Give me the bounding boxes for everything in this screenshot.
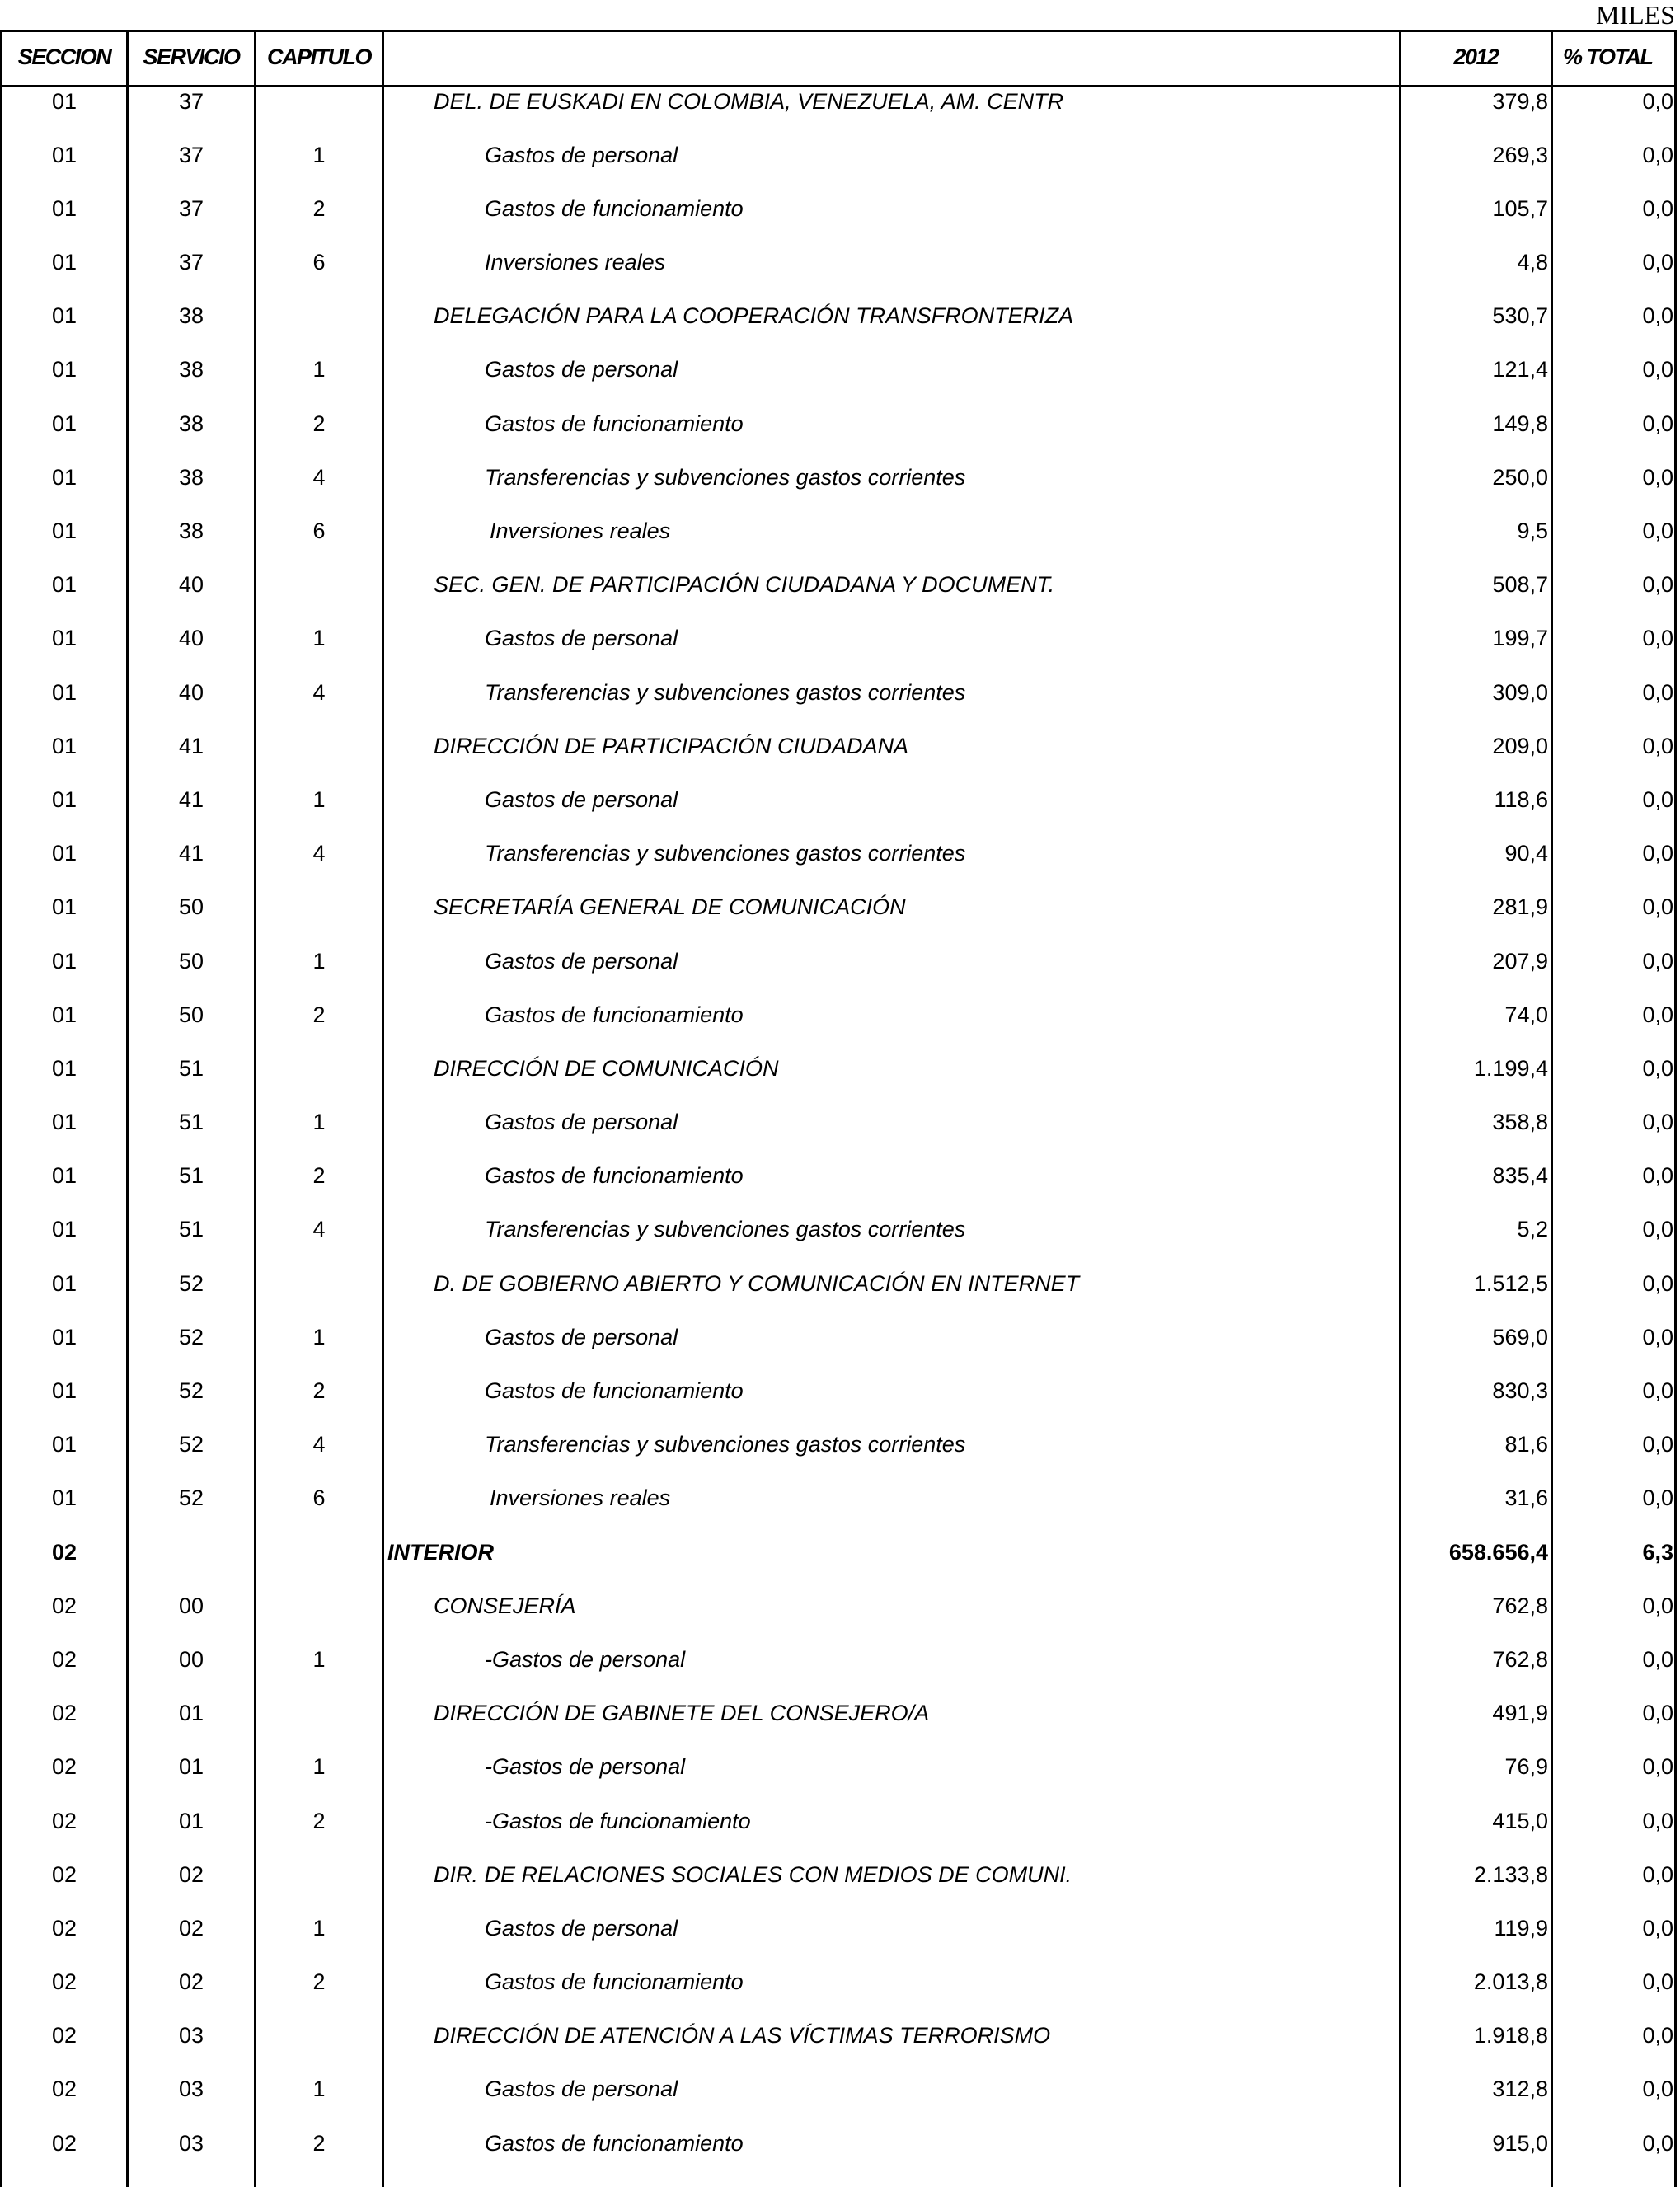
cell-capitulo: 2 bbox=[312, 1969, 326, 1995]
cell-descripcion: Gastos de personal bbox=[485, 786, 678, 812]
cell-value-2012: 31,6 bbox=[1504, 1485, 1548, 1511]
cell-pct-total: 0,0 bbox=[1642, 1378, 1673, 1403]
cell-pct-total: 0,0 bbox=[1642, 250, 1673, 275]
table-row bbox=[0, 1323, 1677, 1377]
header-seccion: SECCION bbox=[17, 45, 111, 69]
cell-seccion: 01 bbox=[51, 1432, 77, 1457]
cell-value-2012: 269,3 bbox=[1492, 142, 1548, 167]
cell-servicio: 37 bbox=[178, 142, 204, 167]
cell-servicio: 50 bbox=[178, 894, 204, 920]
cell-servicio: 03 bbox=[178, 2130, 204, 2156]
cell-seccion: 01 bbox=[51, 519, 77, 543]
table-row bbox=[0, 678, 1677, 732]
cell-descripcion: DIRECCIÓN DE ATENCIÓN A LAS VÍCTIMAS TERRORISMO bbox=[434, 2023, 1051, 2049]
cell-capitulo: 4 bbox=[312, 679, 326, 705]
table-row bbox=[0, 1216, 1677, 1269]
cell-pct-total: 0,0 bbox=[1642, 1270, 1673, 1296]
cell-pct-total: 0,0 bbox=[1642, 1217, 1673, 1242]
cell-pct-total: 0,0 bbox=[1642, 357, 1673, 382]
cell-descripcion: Transferencias y subvenciones gastos corrientes bbox=[485, 841, 966, 866]
table-row bbox=[0, 1269, 1677, 1323]
table-row bbox=[0, 625, 1677, 678]
cell-descripcion: Gastos de personal bbox=[485, 948, 678, 974]
cell-value-2012: 119,9 bbox=[1494, 1915, 1548, 1941]
cell-capitulo: 4 bbox=[312, 841, 326, 866]
cell-servicio: 52 bbox=[178, 1270, 204, 1296]
cell-value-2012: 569,0 bbox=[1492, 1324, 1548, 1349]
cell-descripcion: Transferencias y subvenciones gastos corrientes bbox=[485, 464, 966, 490]
cell-seccion: 01 bbox=[51, 894, 77, 920]
cell-servicio: 38 bbox=[178, 464, 204, 490]
cell-seccion: 01 bbox=[51, 1324, 77, 1349]
table-row bbox=[0, 249, 1677, 303]
cell-capitulo: 1 bbox=[312, 1646, 326, 1672]
cell-pct-total: 0,0 bbox=[1642, 679, 1673, 705]
cell-descripcion: Gastos de personal bbox=[485, 2077, 678, 2102]
cell-pct-total: 0,0 bbox=[1642, 733, 1673, 758]
cell-value-2012: 250,0 bbox=[1492, 464, 1548, 490]
cell-descripcion: Gastos de personal bbox=[485, 357, 678, 382]
cell-servicio: 02 bbox=[178, 1861, 204, 1887]
cell-capitulo: 2 bbox=[312, 2130, 326, 2156]
cell-descripcion: CONSEJERÍA bbox=[434, 1593, 576, 1618]
table-row bbox=[0, 518, 1677, 571]
table-row bbox=[0, 840, 1677, 894]
cell-descripcion: Gastos de funcionamiento bbox=[485, 1163, 744, 1189]
cell-servicio: 37 bbox=[178, 195, 204, 221]
cell-value-2012: 1.199,4 bbox=[1473, 1055, 1548, 1081]
cell-servicio: 01 bbox=[178, 1701, 204, 1726]
cell-capitulo bbox=[256, 1861, 382, 1889]
cell-capitulo: 2 bbox=[312, 1378, 326, 1403]
cell-descripcion: Transferencias y subvenciones gastos corrientes bbox=[485, 1217, 966, 1242]
cell-seccion: 01 bbox=[51, 303, 77, 329]
table-row bbox=[0, 1162, 1677, 1216]
cell-seccion: 02 bbox=[51, 1539, 77, 1565]
table-row bbox=[0, 463, 1677, 517]
cell-capitulo: 1 bbox=[312, 1915, 326, 1941]
cell-capitulo: 6 bbox=[312, 1485, 326, 1511]
header-capitulo: CAPITULO bbox=[267, 45, 371, 69]
cell-seccion: 02 bbox=[51, 1915, 77, 1941]
table-body bbox=[0, 87, 1677, 2183]
table-row bbox=[0, 356, 1677, 410]
table-row bbox=[0, 947, 1677, 1001]
cell-seccion: 02 bbox=[51, 2023, 77, 2049]
cell-seccion: 02 bbox=[51, 1593, 77, 1618]
cell-value-2012: 4,8 bbox=[1517, 250, 1548, 275]
cell-value-2012: 658.656,4 bbox=[1448, 1539, 1548, 1565]
cell-value-2012: 835,4 bbox=[1492, 1163, 1548, 1189]
cell-servicio: 38 bbox=[178, 519, 204, 543]
cell-capitulo: 2 bbox=[312, 411, 326, 436]
cell-capitulo: 6 bbox=[312, 519, 326, 543]
cell-pct-total: 0,0 bbox=[1642, 1915, 1673, 1941]
cell-value-2012: 118,6 bbox=[1494, 786, 1548, 812]
cell-descripcion: DELEGACIÓN PARA LA COOPERACIÓN TRANSFRONTERIZA bbox=[434, 303, 1074, 329]
cell-pct-total: 0,0 bbox=[1642, 142, 1673, 167]
table-row bbox=[0, 2076, 1677, 2129]
cell-capitulo bbox=[256, 1538, 382, 1566]
header-pct-total: % TOTAL bbox=[1563, 45, 1653, 69]
cell-pct-total: 0,0 bbox=[1642, 1646, 1673, 1672]
cell-capitulo: 2 bbox=[312, 195, 326, 221]
cell-value-2012: 358,8 bbox=[1492, 1110, 1548, 1135]
cell-servicio: 38 bbox=[178, 303, 204, 329]
cell-servicio: 02 bbox=[178, 1915, 204, 1941]
cell-capitulo: 1 bbox=[312, 626, 326, 651]
cell-value-2012: 2.133,8 bbox=[1473, 1861, 1548, 1887]
cell-value-2012: 121,4 bbox=[1492, 357, 1548, 382]
table-row bbox=[0, 1377, 1677, 1431]
table-row bbox=[0, 87, 1677, 141]
cell-descripcion: Gastos de personal bbox=[485, 626, 678, 651]
table-row bbox=[0, 410, 1677, 463]
cell-capitulo bbox=[256, 1700, 382, 1728]
cell-value-2012: 491,9 bbox=[1492, 1701, 1548, 1726]
cell-servicio: 41 bbox=[178, 733, 204, 758]
cell-pct-total: 0,0 bbox=[1642, 88, 1673, 114]
table-row bbox=[0, 1538, 1677, 1592]
cell-descripcion: Inversiones reales bbox=[490, 519, 671, 543]
cell-pct-total: 0,0 bbox=[1642, 519, 1673, 543]
cell-seccion: 01 bbox=[51, 679, 77, 705]
cell-capitulo: 2 bbox=[312, 1163, 326, 1189]
cell-seccion: 01 bbox=[51, 1485, 77, 1511]
table-row bbox=[0, 1001, 1677, 1054]
cell-descripcion: Gastos de personal bbox=[485, 142, 678, 167]
cell-servicio: 03 bbox=[178, 2023, 204, 2049]
cell-capitulo bbox=[256, 1269, 382, 1298]
cell-capitulo bbox=[256, 571, 382, 599]
cell-value-2012: 415,0 bbox=[1492, 1808, 1548, 1833]
cell-servicio: 51 bbox=[178, 1110, 204, 1135]
cell-value-2012: 530,7 bbox=[1492, 303, 1548, 329]
cell-value-2012: 90,4 bbox=[1504, 841, 1548, 866]
cell-value-2012: 149,8 bbox=[1492, 411, 1548, 436]
cell-seccion: 02 bbox=[51, 1808, 77, 1833]
cell-seccion: 02 bbox=[51, 1701, 77, 1726]
cell-capitulo: 1 bbox=[312, 1110, 326, 1135]
cell-descripcion: Gastos de funcionamiento bbox=[485, 411, 744, 436]
cell-servicio: 51 bbox=[178, 1055, 204, 1081]
table-row bbox=[0, 1485, 1677, 1538]
cell-seccion: 01 bbox=[51, 357, 77, 382]
cell-servicio: 02 bbox=[178, 1969, 204, 1995]
cell-pct-total: 0,0 bbox=[1642, 1432, 1673, 1457]
cell-pct-total: 0,0 bbox=[1642, 626, 1673, 651]
cell-value-2012: 199,7 bbox=[1492, 626, 1548, 651]
cell-value-2012: 76,9 bbox=[1504, 1754, 1548, 1780]
cell-servicio: 50 bbox=[178, 1002, 204, 1027]
cell-value-2012: 105,7 bbox=[1492, 195, 1548, 221]
table-row bbox=[0, 1700, 1677, 1753]
cell-pct-total: 0,0 bbox=[1642, 948, 1673, 974]
table-row bbox=[0, 141, 1677, 195]
cell-servicio: 40 bbox=[178, 572, 204, 598]
cell-capitulo: 2 bbox=[312, 1002, 326, 1027]
cell-value-2012: 312,8 bbox=[1492, 2077, 1548, 2102]
cell-pct-total: 0,0 bbox=[1642, 1969, 1673, 1995]
table-row bbox=[0, 1109, 1677, 1162]
table-row bbox=[0, 786, 1677, 839]
cell-seccion: 01 bbox=[51, 1110, 77, 1135]
cell-pct-total: 0,0 bbox=[1642, 195, 1673, 221]
cell-value-2012: 281,9 bbox=[1492, 894, 1548, 920]
cell-pct-total: 0,0 bbox=[1642, 411, 1673, 436]
cell-value-2012: 309,0 bbox=[1492, 679, 1548, 705]
cell-seccion: 01 bbox=[51, 1270, 77, 1296]
cell-seccion: 01 bbox=[51, 1163, 77, 1189]
cell-seccion: 02 bbox=[51, 1969, 77, 1995]
cell-descripcion: DIRECCIÓN DE PARTICIPACIÓN CIUDADANA bbox=[434, 733, 909, 758]
cell-capitulo: 2 bbox=[312, 1808, 326, 1833]
cell-descripcion: -Gastos de personal bbox=[485, 1646, 686, 1672]
cell-descripcion: DIRECCIÓN DE GABINETE DEL CONSEJERO/A bbox=[434, 1701, 930, 1726]
cell-pct-total: 0,0 bbox=[1642, 1701, 1673, 1726]
cell-descripcion: Gastos de funcionamiento bbox=[485, 1378, 744, 1403]
cell-servicio: 37 bbox=[178, 250, 204, 275]
cell-seccion: 02 bbox=[51, 2130, 77, 2156]
table-row bbox=[0, 894, 1677, 947]
cell-descripcion: Transferencias y subvenciones gastos corrientes bbox=[485, 1432, 966, 1457]
cell-pct-total: 0,0 bbox=[1642, 572, 1673, 598]
cell-seccion: 01 bbox=[51, 841, 77, 866]
cell-capitulo bbox=[256, 732, 382, 760]
cell-capitulo: 6 bbox=[312, 250, 326, 275]
cell-seccion: 01 bbox=[51, 195, 77, 221]
table-row bbox=[0, 2022, 1677, 2076]
header-servicio: SERVICIO bbox=[143, 45, 240, 69]
cell-servicio bbox=[129, 1538, 254, 1566]
cell-seccion: 02 bbox=[51, 2077, 77, 2102]
cell-descripcion: Inversiones reales bbox=[490, 1485, 671, 1511]
cell-capitulo bbox=[256, 87, 382, 115]
cell-seccion: 01 bbox=[51, 1217, 77, 1242]
cell-value-2012: 209,0 bbox=[1492, 733, 1548, 758]
cell-capitulo: 1 bbox=[312, 1324, 326, 1349]
cell-seccion: 02 bbox=[51, 1646, 77, 1672]
table-row bbox=[0, 1054, 1677, 1108]
cell-pct-total: 0,0 bbox=[1642, 303, 1673, 329]
cell-servicio: 52 bbox=[178, 1378, 204, 1403]
table-row bbox=[0, 1645, 1677, 1699]
cell-value-2012: 9,5 bbox=[1517, 519, 1548, 543]
cell-servicio: 01 bbox=[178, 1754, 204, 1780]
cell-seccion: 01 bbox=[51, 142, 77, 167]
cell-seccion: 01 bbox=[51, 411, 77, 436]
table-row bbox=[0, 2129, 1677, 2183]
cell-servicio: 03 bbox=[178, 2077, 204, 2102]
table-row bbox=[0, 732, 1677, 786]
cell-seccion: 02 bbox=[51, 1861, 77, 1887]
cell-seccion: 02 bbox=[51, 1754, 77, 1780]
cell-descripcion: SEC. GEN. DE PARTICIPACIÓN CIUDADANA Y DOCUMENT. bbox=[434, 572, 1055, 598]
cell-capitulo: 1 bbox=[312, 2077, 326, 2102]
cell-descripcion: D. DE GOBIERNO ABIERTO Y COMUNICACIÓN EN INTERNET bbox=[434, 1270, 1080, 1296]
cell-seccion: 01 bbox=[51, 1378, 77, 1403]
cell-capitulo: 4 bbox=[312, 1432, 326, 1457]
cell-pct-total: 0,0 bbox=[1642, 1002, 1673, 1027]
cell-capitulo: 1 bbox=[312, 357, 326, 382]
table-header bbox=[0, 30, 1677, 87]
header-year: 2012 bbox=[1453, 45, 1499, 69]
table-row bbox=[0, 1861, 1677, 1914]
cell-pct-total: 0,0 bbox=[1642, 1593, 1673, 1618]
cell-seccion: 01 bbox=[51, 250, 77, 275]
cell-pct-total: 0,0 bbox=[1642, 841, 1673, 866]
cell-capitulo bbox=[256, 1592, 382, 1620]
table-row bbox=[0, 1807, 1677, 1861]
cell-descripcion: Inversiones reales bbox=[485, 250, 666, 275]
cell-pct-total: 6,3 bbox=[1642, 1539, 1673, 1565]
table-row bbox=[0, 1914, 1677, 1968]
cell-pct-total: 0,0 bbox=[1642, 894, 1673, 920]
cell-value-2012: 1.512,5 bbox=[1473, 1270, 1548, 1296]
cell-descripcion: Gastos de funcionamiento bbox=[485, 1002, 744, 1027]
cell-servicio: 37 bbox=[178, 88, 204, 114]
cell-capitulo bbox=[256, 2022, 382, 2050]
table-row bbox=[0, 571, 1677, 625]
table-row bbox=[0, 1592, 1677, 1645]
cell-pct-total: 0,0 bbox=[1642, 1110, 1673, 1135]
cell-pct-total: 0,0 bbox=[1642, 2023, 1673, 2049]
cell-servicio: 51 bbox=[178, 1217, 204, 1242]
cell-value-2012: 762,8 bbox=[1492, 1646, 1548, 1672]
table-row bbox=[0, 1969, 1677, 2022]
table-row bbox=[0, 195, 1677, 248]
cell-pct-total: 0,0 bbox=[1642, 2077, 1673, 2102]
header-descripcion bbox=[384, 30, 1399, 85]
cell-seccion: 01 bbox=[51, 786, 77, 812]
table-row bbox=[0, 1431, 1677, 1485]
cell-servicio: 40 bbox=[178, 679, 204, 705]
cell-descripcion: Gastos de funcionamiento bbox=[485, 195, 744, 221]
cell-servicio: 52 bbox=[178, 1324, 204, 1349]
cell-pct-total: 0,0 bbox=[1642, 1485, 1673, 1511]
units-label: MILES bbox=[1596, 0, 1675, 30]
cell-descripcion: DIRECCIÓN DE COMUNICACIÓN bbox=[434, 1055, 779, 1081]
cell-servicio: 52 bbox=[178, 1432, 204, 1457]
cell-servicio: 00 bbox=[178, 1593, 204, 1618]
cell-capitulo bbox=[256, 1054, 382, 1082]
cell-value-2012: 762,8 bbox=[1492, 1593, 1548, 1618]
cell-descripcion: Gastos de personal bbox=[485, 1110, 678, 1135]
cell-capitulo: 1 bbox=[312, 142, 326, 167]
cell-descripcion: Gastos de personal bbox=[485, 1915, 678, 1941]
cell-capitulo: 1 bbox=[312, 786, 326, 812]
cell-seccion: 01 bbox=[51, 572, 77, 598]
cell-descripcion: Transferencias y subvenciones gastos corrientes bbox=[485, 679, 966, 705]
cell-capitulo: 1 bbox=[312, 1754, 326, 1780]
cell-value-2012: 2.013,8 bbox=[1473, 1969, 1548, 1995]
cell-value-2012: 830,3 bbox=[1492, 1378, 1548, 1403]
cell-seccion: 01 bbox=[51, 1055, 77, 1081]
cell-capitulo bbox=[256, 894, 382, 922]
cell-descripcion: INTERIOR bbox=[387, 1539, 495, 1565]
cell-pct-total: 0,0 bbox=[1642, 1163, 1673, 1189]
cell-value-2012: 5,2 bbox=[1517, 1217, 1548, 1242]
cell-capitulo: 4 bbox=[312, 1217, 326, 1242]
cell-pct-total: 0,0 bbox=[1642, 1861, 1673, 1887]
cell-descripcion: DIR. DE RELACIONES SOCIALES CON MEDIOS DE COMUNI. bbox=[434, 1861, 1072, 1887]
cell-value-2012: 915,0 bbox=[1492, 2130, 1548, 2156]
table-row bbox=[0, 303, 1677, 356]
cell-value-2012: 379,8 bbox=[1492, 88, 1548, 114]
cell-pct-total: 0,0 bbox=[1642, 1754, 1673, 1780]
cell-pct-total: 0,0 bbox=[1642, 1324, 1673, 1349]
cell-pct-total: 0,0 bbox=[1642, 1055, 1673, 1081]
cell-descripcion: Gastos de funcionamiento bbox=[485, 2130, 744, 2156]
cell-seccion: 01 bbox=[51, 88, 77, 114]
cell-descripcion: -Gastos de funcionamiento bbox=[485, 1808, 751, 1833]
cell-servicio: 52 bbox=[178, 1485, 204, 1511]
cell-value-2012: 1.918,8 bbox=[1473, 2023, 1548, 2049]
cell-value-2012: 74,0 bbox=[1504, 1002, 1548, 1027]
cell-value-2012: 81,6 bbox=[1504, 1432, 1548, 1457]
cell-value-2012: 508,7 bbox=[1492, 572, 1548, 598]
cell-capitulo: 1 bbox=[312, 948, 326, 974]
cell-seccion: 01 bbox=[51, 626, 77, 651]
cell-descripcion: DEL. DE EUSKADI EN COLOMBIA, VENEZUELA, AM. CENTR bbox=[434, 88, 1064, 114]
cell-servicio: 38 bbox=[178, 357, 204, 382]
cell-capitulo: 4 bbox=[312, 464, 326, 490]
cell-descripcion: -Gastos de personal bbox=[485, 1754, 686, 1780]
table-row bbox=[0, 1753, 1677, 1807]
cell-descripcion: SECRETARÍA GENERAL DE COMUNICACIÓN bbox=[434, 894, 906, 920]
cell-capitulo bbox=[256, 303, 382, 331]
cell-servicio: 38 bbox=[178, 411, 204, 436]
cell-pct-total: 0,0 bbox=[1642, 786, 1673, 812]
cell-descripcion: Gastos de funcionamiento bbox=[485, 1969, 744, 1995]
cell-seccion: 01 bbox=[51, 948, 77, 974]
cell-servicio: 01 bbox=[178, 1808, 204, 1833]
cell-seccion: 01 bbox=[51, 464, 77, 490]
cell-value-2012: 207,9 bbox=[1492, 948, 1548, 974]
cell-servicio: 40 bbox=[178, 626, 204, 651]
cell-servicio: 41 bbox=[178, 786, 204, 812]
cell-seccion: 01 bbox=[51, 1002, 77, 1027]
cell-servicio: 00 bbox=[178, 1646, 204, 1672]
cell-pct-total: 0,0 bbox=[1642, 2130, 1673, 2156]
cell-pct-total: 0,0 bbox=[1642, 1808, 1673, 1833]
cell-servicio: 51 bbox=[178, 1163, 204, 1189]
cell-seccion: 01 bbox=[51, 733, 77, 758]
cell-servicio: 50 bbox=[178, 948, 204, 974]
cell-servicio: 41 bbox=[178, 841, 204, 866]
cell-descripcion: Gastos de personal bbox=[485, 1324, 678, 1349]
cell-pct-total: 0,0 bbox=[1642, 464, 1673, 490]
